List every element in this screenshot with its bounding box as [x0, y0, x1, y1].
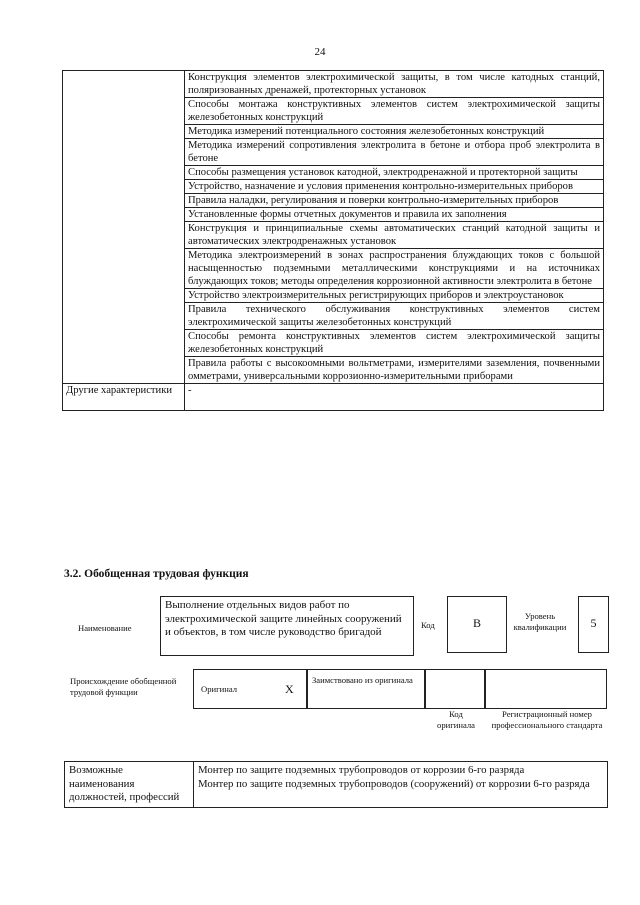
requirement-item: Способы размещения установок катодной, электродренажной и протекторной защиты [185, 166, 604, 180]
other-characteristics-label: Другие характеристики [63, 384, 185, 411]
requirements-table [62, 70, 604, 411]
level-box [578, 596, 609, 653]
jobs-table [64, 761, 608, 808]
code-label: Код [421, 620, 435, 630]
requirement-item: Правила наладки, регулирования и поверки контрольно-измерительных приборов [185, 194, 604, 208]
requirement-item: Конструкция и принципиальные схемы автоматических станций катодной защиты и автоматических электродренажных установок [185, 222, 604, 249]
requirement-item: Установленные формы отчетных документов и правила их заполнения [185, 208, 604, 222]
original-label: Оригинал [201, 684, 238, 694]
code-box [447, 596, 507, 653]
page-number: 24 [314, 46, 326, 58]
name-label: Наименование [78, 623, 132, 633]
level-label: Уровень квалификации [513, 611, 567, 632]
requirement-item: Устройство электроизмерительных регистрирующих приборов и электроустановок [185, 289, 604, 303]
other-characteristics-row [63, 384, 604, 411]
requirement-item: Конструкция элементов электрохимической защиты, в том числе катодных станций, поляризованных дренажей, протекторных установок [185, 71, 604, 98]
code-original-cell [424, 669, 486, 709]
name-box [160, 596, 414, 656]
jobs-list [194, 762, 608, 808]
job-line: Монтер по защите подземных трубопроводов (сооружений) от коррозии 6-го разряда [198, 777, 590, 790]
requirement-item: Методика электроизмерений в зонах распространения блуждающих токов с большой насыщенностью подземными металлическими конструкциями и на источниках блуждающих токов; методы определения коррозионной активности электролита в бетоне [185, 249, 604, 289]
requirement-item: Устройство, назначение и условия применения контрольно-измерительных приборов [185, 180, 604, 194]
other-characteristics-value: - [185, 384, 604, 411]
reg-number-label: Регистрационный номер профессионального стандарта [491, 709, 603, 730]
reg-number-cell [484, 669, 607, 709]
job-line: Монтер по защите подземных трубопроводов от коррозии 6-го разряда [198, 764, 525, 776]
original-mark: X [285, 682, 294, 696]
section-heading: 3.2. Обобщенная трудовая функция [64, 568, 249, 580]
requirement-row [63, 71, 604, 98]
origin-label: Происхождение обобщенной трудовой функции [70, 676, 177, 697]
jobs-label: Возможные наименования должностей, профессий [65, 762, 194, 808]
requirements-left-cell [63, 71, 185, 384]
requirement-item: Способы ремонта конструктивных элементов систем электрохимической защиты железобетонных конструкций [185, 330, 604, 357]
level-value: 5 [590, 616, 597, 630]
code-value: B [472, 616, 481, 630]
requirement-item: Методика измерений сопротивления электролита в бетоне и отбора проб электролита в бетоне [185, 139, 604, 166]
requirement-item: Методика измерений потенциального состояния железобетонных конструкций [185, 125, 604, 139]
requirement-item: Правила технического обслуживания конструктивных элементов систем электрохимической защиты железобетонных конструкций [185, 303, 604, 330]
name-value: Выполнение отдельных видов работ по электрохимической защите линейных сооружений и объектов, в том числе руководство бригадой [165, 599, 402, 638]
borrowed-label: Заимствовано из оригинала [312, 675, 413, 685]
requirement-item: Способы монтажа конструктивных элементов систем электрохимической защиты железобетонных конструкций [185, 98, 604, 125]
requirement-item: Правила работы с высокоомными вольтметрами, измерителями заземления, почвенными омметрами, универсальными коррозионно-измерительными приборами [185, 357, 604, 384]
code-original-label: Код оригинала [437, 709, 475, 730]
